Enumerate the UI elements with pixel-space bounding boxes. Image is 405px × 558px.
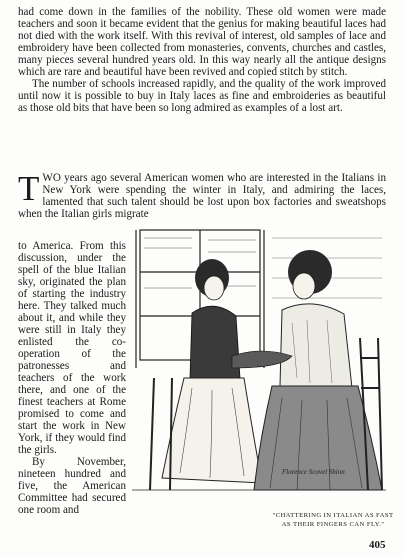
section-lead-text: WO years ago several American women who are interested in the Italians in New York were spending the winter in Italy, and admiring the laces, lamented that such talent should be lost upon box factories and sweatshops when the Italian girls migrate — [18, 172, 386, 221]
article-body — [18, 6, 386, 114]
section-continued: to America. From this discussion, under the spell of the blue Italian sky, originated the plan of starting the industry here. They talked much about it, and while they were still in Italy they enlisted the co-operation of the patronesses and teachers of the work there, and one of the finest teachers at Rome promised to come and start the work in New York, if they would find the girls. — [18, 240, 126, 456]
section-opening — [18, 169, 386, 221]
section-lead — [18, 169, 386, 221]
figure-caption: "CHATTERING IN ITALIAN AS FAST AS THEIR FINGERS CAN FLY." — [272, 512, 394, 528]
paragraph: The number of schools increased rapidly, and the quality of the work improved until now it is possible to buy in Italy laces as fine and embroideries as beautiful as those old bits that have been so long admired as examples of a lost art. — [18, 78, 386, 115]
illustration — [132, 228, 386, 498]
left-column-text — [18, 240, 126, 516]
section-continued-2: By November, nineteen hundred and five, the American Committee had secured one room and — [18, 456, 126, 516]
paragraph: had come down in the families of the nobility. These old women were made teachers and soon it became evident that the genius for making beautiful laces had not died with the work itself. With this revival of interest, old samples of lace and embroidery have been collected from monasteries, convents, churches and castles, many pieces several hundred years old. In this way nearly all the antique designs which are rare and beautiful have been revived and copied stitch by stitch. — [18, 6, 386, 79]
artist-signature: Florence Scovel Shinn — [282, 468, 345, 476]
page-number: 405 — [369, 539, 386, 551]
drop-cap: T — [18, 169, 40, 208]
lacemakers-illustration — [132, 228, 386, 498]
